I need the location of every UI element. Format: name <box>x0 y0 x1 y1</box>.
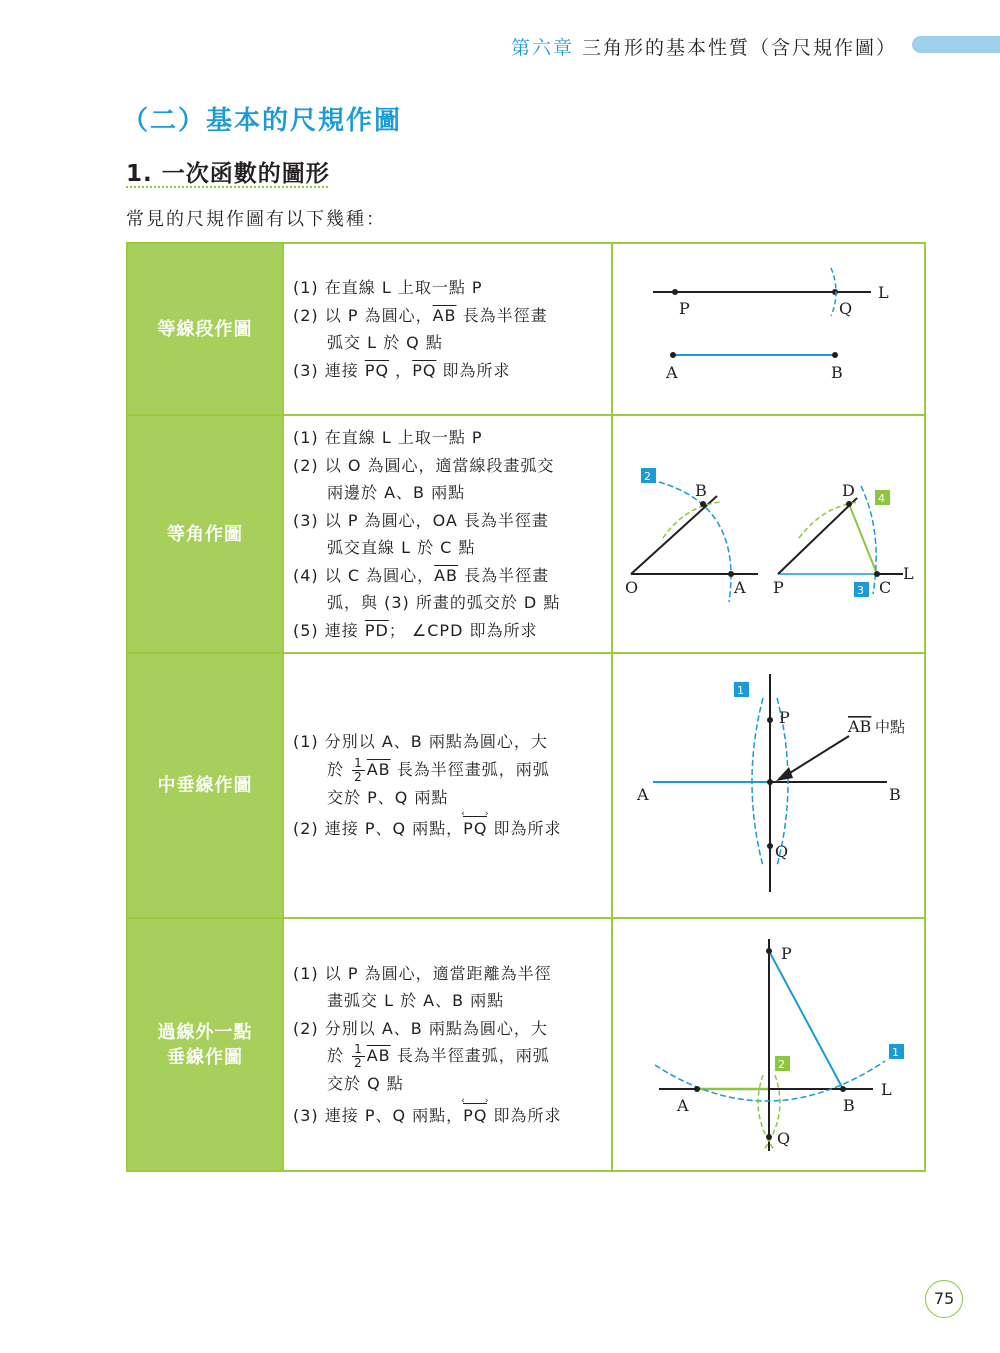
row-figure-cell <box>612 918 925 1171</box>
row-name-cell <box>127 243 283 415</box>
header-text <box>511 33 897 60</box>
table-row <box>127 243 925 415</box>
step-text: (5) 連接 $\overline{PD}$； ∠CPD 即為所求 <box>293 620 538 640</box>
label-b: B <box>889 785 901 804</box>
step-text: (2) 連接 P、Q 兩點， ‹ › PQ 即為所求 <box>293 815 603 843</box>
row-steps-cell <box>283 243 612 415</box>
table-row <box>127 415 925 653</box>
header-tab-bar <box>912 36 1000 53</box>
label-a: A <box>637 785 649 804</box>
sub-title-underline <box>126 186 328 188</box>
row-name: 等線段作圖 <box>157 318 253 340</box>
row-steps-cell <box>283 415 612 653</box>
label-p: P <box>679 299 690 318</box>
table-row <box>127 918 925 1171</box>
row-name-cell <box>127 415 283 653</box>
intro-text: 常見的尺規作圖有以下幾種： <box>126 209 386 230</box>
svg-text:4: 4 <box>878 492 885 505</box>
svg-text:3: 3 <box>857 584 864 597</box>
label-a: A <box>666 363 678 382</box>
row-steps-cell <box>283 653 612 918</box>
step-text: (1) 分別以 A、B 兩點為圓心，大 於 $\frac{1}{2}$ $\overline{AB}$ 長為半徑畫弧，兩弧 交於 P、Q 兩點 <box>293 732 550 807</box>
page-header <box>0 32 1000 58</box>
label-p: P <box>779 708 790 727</box>
label-b: B <box>831 363 843 382</box>
label-c: C <box>879 578 892 597</box>
perpendicular-through-point-figure <box>613 919 924 1166</box>
label-a: A <box>677 1096 689 1115</box>
construction-table <box>126 242 926 1172</box>
step-text: (1) 在直線 L 上取一點 P <box>293 428 483 447</box>
label-o: O <box>625 578 639 597</box>
label-b: B <box>695 481 707 500</box>
equal-angle-figure <box>613 416 924 648</box>
label-q: Q <box>777 1129 791 1148</box>
sub-title: 1. 一次函數的圖形 <box>126 161 330 187</box>
row-name-line2: 垂線作圖 <box>167 1046 243 1068</box>
step-text: (2) 以 O 為圓心，適當線段畫弧交 兩邊於 A、B 兩點 <box>293 455 555 502</box>
table-row <box>127 653 925 918</box>
step-text: (3) 以 P 為圓心，OA 長為半徑畫 弧交直線 L 於 C 點 <box>293 510 549 557</box>
step-text: (4) 以 C 為圓心，$\overline{AB}$ 長為半徑畫 弧，與 (3) 所畫的弧交於 D 點 <box>293 565 561 612</box>
perpendicular-bisector-figure <box>613 654 924 913</box>
page-number: 75 <box>925 1280 963 1318</box>
section-title: （二）基本的尺規作圖 <box>122 106 403 136</box>
label-p: P <box>773 578 784 597</box>
svg-text:1: 1 <box>737 684 744 697</box>
label-b: B <box>843 1096 855 1115</box>
svg-text:2: 2 <box>644 470 651 483</box>
row-name: 中垂線作圖 <box>157 775 253 796</box>
row-name: 等角作圖 <box>167 523 243 545</box>
label-q: Q <box>839 299 853 318</box>
header-title: 三角形的基本性質（含尺規作圖） <box>581 37 897 59</box>
label-midpoint: 中點 <box>875 718 906 736</box>
row-steps-cell <box>283 918 612 1171</box>
step-text: (3) 連接 $\overline{PQ}$ ，$\overline{PQ}$ 即為所求 <box>293 360 511 380</box>
step-text: (1) 以 P 為圓心，適當距離為半徑 畫弧交 L 於 A、B 兩點 <box>293 963 552 1011</box>
label-l: L <box>903 564 914 583</box>
label-p: P <box>781 944 792 963</box>
row-name-cell <box>127 653 283 918</box>
equal-segment-figure <box>613 244 924 410</box>
label-q: Q <box>775 842 789 861</box>
row-name-cell <box>127 918 283 1171</box>
label-d: D <box>842 481 855 500</box>
step-text: (1) 在直線 L 上取一點 P <box>293 278 483 297</box>
label-a: A <box>734 578 746 597</box>
row-figure-cell <box>612 415 925 653</box>
step-text: (2) 分別以 A、B 兩點為圓心，大 於 $\frac{1}{2}$ $\overline{AB}$ 長為半徑畫弧，兩弧 交於 Q 點 <box>293 1018 550 1094</box>
svg-text:1: 1 <box>892 1046 899 1059</box>
label-ab: AB <box>848 717 872 736</box>
header-chapter: 第六章 <box>510 37 574 59</box>
row-name-line1: 過線外一點 <box>157 1021 253 1043</box>
step-text: (3) 連接 P、Q 兩點， ‹ › PQ 即為所求 <box>293 1102 603 1130</box>
row-figure-cell <box>612 243 925 415</box>
row-figure-cell <box>612 653 925 918</box>
svg-text:2: 2 <box>778 1058 785 1071</box>
label-l: L <box>881 1080 892 1099</box>
step-text: (2) 以 P 為圓心，$\overline{AB}$ 長為半徑畫 弧交 L 於 Q 點 <box>293 305 548 352</box>
label-l: L <box>878 283 889 302</box>
